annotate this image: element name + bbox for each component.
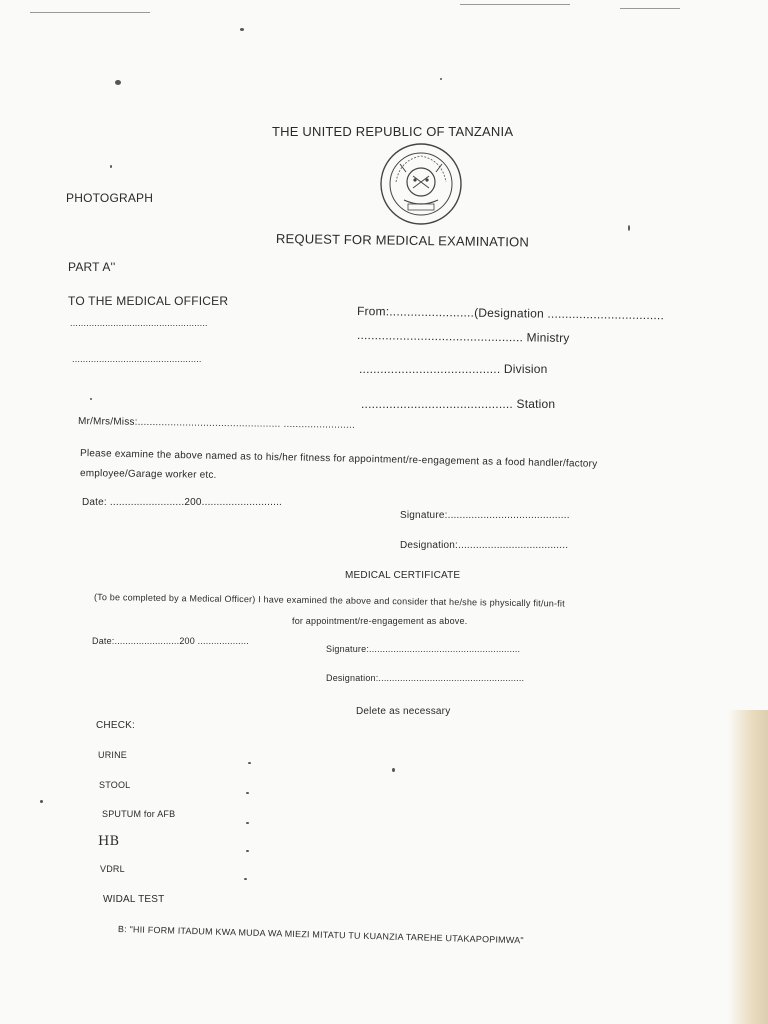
addressee-line-2: ................................................ [72, 354, 202, 364]
check-mark [248, 762, 251, 764]
request-signature-field: Signature:......................................... [400, 510, 570, 521]
check-mark [246, 850, 249, 852]
coat-of-arms-seal-icon [378, 142, 464, 228]
footer-note: B: "HII FORM ITADUM KWA MUDA WA MIEZI MITATU TU KUANZIA TAREHE UTAKAPOPIMWA" [117, 924, 524, 946]
certificate-date-field: Date:........................200 ................... [92, 636, 249, 646]
check-heading: CHECK: [96, 720, 135, 731]
scan-speck [115, 80, 121, 85]
scan-speck [90, 398, 92, 400]
scan-speck [240, 28, 244, 31]
addressee-heading: TO THE MEDICAL OFFICER [68, 294, 229, 308]
check-item-sputum: SPUTUM for AFB [102, 809, 176, 819]
request-text-line-2: employee/Garage worker etc. [79, 468, 217, 481]
check-item-hb: HB [98, 834, 120, 849]
certificate-intro-line-2: for appointment/re-engagement as above. [292, 616, 468, 626]
addressee-line-1: ................................................... [70, 318, 208, 328]
request-text-line-1: Please examine the above named as to his/her fitness for appointment/re-engagement as a food handler/factory [79, 448, 598, 470]
scan-speck [392, 768, 395, 772]
check-item-stool: STOOL [99, 780, 131, 790]
request-date-field: Date: .........................200........................... [82, 497, 283, 508]
ministry-field: ............................................... Ministry [356, 328, 570, 345]
delete-note: Delete as necessary [356, 706, 451, 717]
check-item-vdrl: VDRL [100, 864, 125, 874]
form-title: REQUEST FOR MEDICAL EXAMINATION [275, 231, 530, 250]
medical-certificate-heading: MEDICAL CERTIFICATE [345, 570, 461, 581]
country-heading: THE UNITED REPUBLIC OF TANZANIA [272, 124, 514, 139]
request-designation-field: Designation:..................................... [400, 540, 569, 551]
scan-speck [40, 800, 43, 803]
check-item-widal: WIDAL TEST [103, 894, 165, 905]
from-designation-field: From:........................(Designation ................................. [356, 304, 665, 323]
division-field: ........................................ Division [359, 362, 548, 376]
certificate-designation-field: Designation:...................................................... [326, 673, 525, 683]
scan-speck [440, 78, 442, 80]
check-mark [246, 822, 249, 824]
scan-speck [110, 165, 112, 168]
part-label: PART A'' [68, 260, 116, 274]
certificate-intro-line-1: (To be completed by a Medical Officer) I have examined the above and consider that he/she is physically fit/un-fit [93, 592, 565, 609]
check-mark [246, 792, 249, 794]
paper-edge-shadow [728, 710, 768, 1024]
scan-edge-line [620, 8, 680, 9]
certificate-signature-field: Signature:........................................................ [326, 644, 521, 654]
scan-edge-line [30, 12, 150, 13]
station-field: ........................................... Station [361, 397, 556, 411]
scan-speck [628, 225, 630, 231]
candidate-name-field: Mr/Mrs/Miss:................................................ ........................ [77, 416, 356, 431]
check-item-urine: URINE [98, 750, 128, 760]
check-mark [244, 878, 247, 880]
scan-edge-line [460, 4, 570, 5]
photograph-label: PHOTOGRAPH [66, 191, 154, 205]
